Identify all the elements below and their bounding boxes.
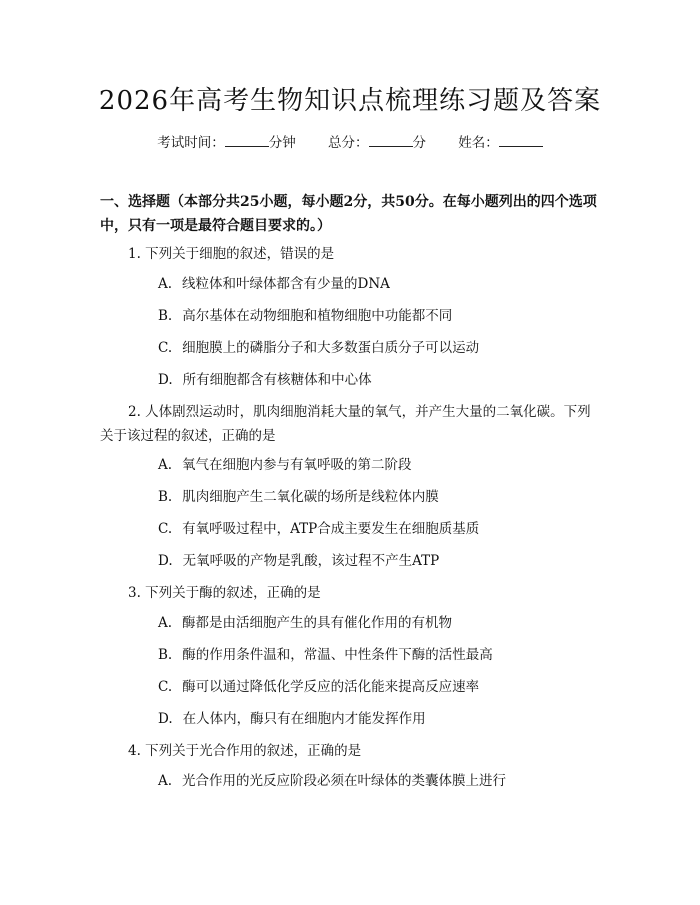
option-item xyxy=(158,709,598,729)
option-letter: D. xyxy=(158,372,173,388)
option-item xyxy=(158,677,598,697)
name-label: 姓名： xyxy=(458,135,499,151)
score-unit: 分 xyxy=(412,135,426,151)
option-text: 所有细胞都含有核糖体和中心体 xyxy=(182,372,372,388)
option-letter: A. xyxy=(158,615,173,631)
option-text: 无氧呼吸的产物是乳酸，该过程不产生ATP xyxy=(182,553,440,569)
option-letter: C. xyxy=(158,521,173,537)
score-label: 总分： xyxy=(328,135,369,151)
option-text: 有氧呼吸过程中，ATP合成主要发生在细胞质基质 xyxy=(182,521,480,537)
option-text: 肌肉细胞产生二氧化碳的场所是线粒体内膜 xyxy=(182,489,439,505)
option-letter: A. xyxy=(158,457,173,473)
option-item xyxy=(158,274,598,294)
option-text: 酶都是由活细胞产生的具有催化作用的有机物 xyxy=(182,615,453,631)
time-field xyxy=(157,135,300,151)
option-item xyxy=(158,306,598,326)
section-heading: 一、选择题（本部分共25小题，每小题2分，共50分。在每小题列出的四个选项中，只有一项是最符合题目要求的。） xyxy=(100,194,597,234)
option-text: 在人体内，酶只有在细胞内才能发挥作用 xyxy=(182,711,426,727)
score-field xyxy=(328,135,430,151)
option-letter: B. xyxy=(158,308,173,324)
option-text: 酶可以通过降低化学反应的活化能来提高反应速率 xyxy=(182,679,480,695)
option-item xyxy=(158,613,598,633)
option-item xyxy=(158,370,598,390)
option-letter: D. xyxy=(158,711,173,727)
option-text: 线粒体和叶绿体都含有少量的DNA xyxy=(182,276,390,292)
option-text: 酶的作用条件温和，常温、中性条件下酶的活性最高 xyxy=(182,647,493,663)
option-text: 细胞膜上的磷脂分子和大多数蛋白质分子可以运动 xyxy=(182,340,480,356)
exam-header-fields xyxy=(0,131,700,151)
question-stem: 2. 人体剧烈运动时，肌肉细胞消耗大量的氧气，并产生大量的二氧化碳。下列关于该过程的叙述，正确的是 xyxy=(100,404,591,444)
time-label: 考试时间： xyxy=(157,135,225,151)
option-item xyxy=(158,645,598,665)
time-blank xyxy=(225,134,269,147)
option-item xyxy=(158,455,598,475)
option-letter: D. xyxy=(158,553,173,569)
question-stem: 4. 下列关于光合作用的叙述，正确的是 xyxy=(128,743,362,759)
question-stem: 3. 下列关于酶的叙述，正确的是 xyxy=(128,585,321,601)
option-item xyxy=(158,338,598,358)
option-letter: B. xyxy=(158,489,173,505)
option-item xyxy=(158,487,598,507)
option-text: 光合作用的光反应阶段必须在叶绿体的类囊体膜上进行 xyxy=(182,773,507,789)
score-blank xyxy=(369,134,413,147)
option-letter: B. xyxy=(158,647,173,663)
option-text: 高尔基体在动物细胞和植物细胞中功能都不同 xyxy=(182,308,453,324)
option-letter: C. xyxy=(158,679,173,695)
question-stem: 1. 下列关于细胞的叙述，错误的是 xyxy=(128,246,335,262)
option-item xyxy=(158,771,598,791)
option-item xyxy=(158,519,598,539)
option-letter: A. xyxy=(158,773,173,789)
option-letter: A. xyxy=(158,276,173,292)
page-title: 2026年高考生物知识点梳理练习题及答案 xyxy=(98,86,602,116)
name-blank xyxy=(499,134,543,147)
option-letter: C. xyxy=(158,340,173,356)
option-text: 氧气在细胞内参与有氧呼吸的第二阶段 xyxy=(182,457,412,473)
option-item xyxy=(158,551,598,571)
time-unit: 分钟 xyxy=(268,135,296,151)
name-field xyxy=(458,135,543,151)
